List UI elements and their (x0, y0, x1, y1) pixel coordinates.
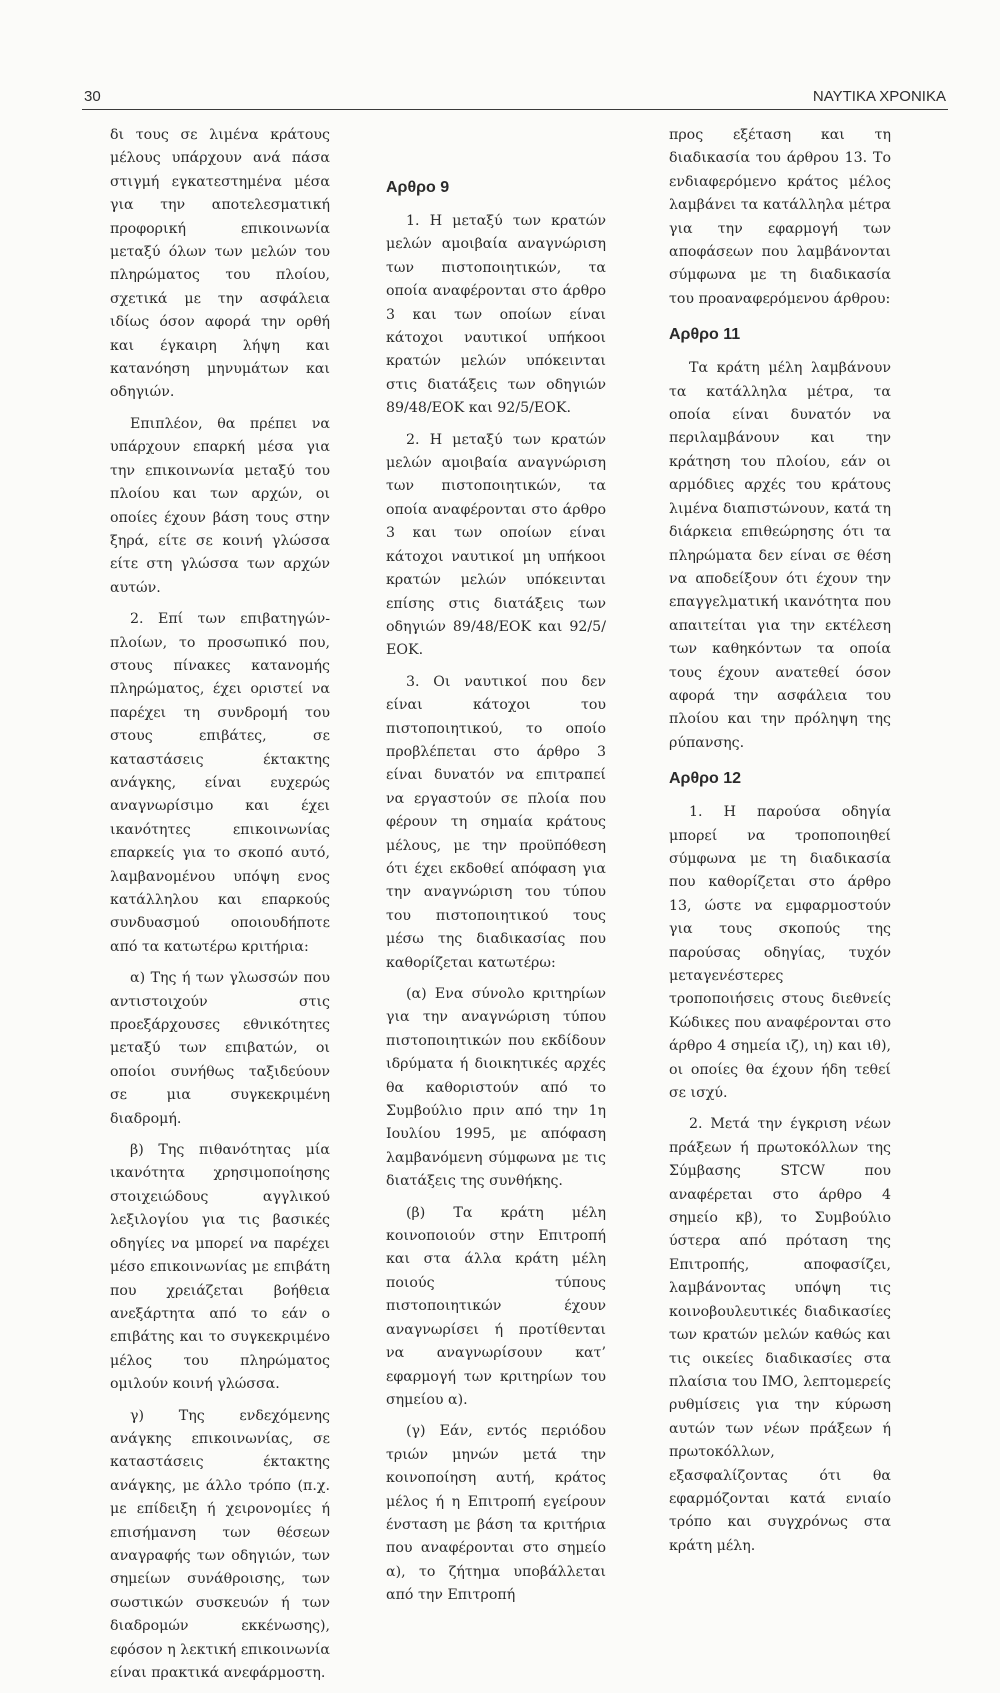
text-column-2 (386, 124, 606, 1616)
article-heading: Αρθρο 11 (669, 326, 741, 344)
paragraph: (β) Τα κράτη μέλη κοινοποιούν στην Επιτροπή και στα άλλα κράτη μέλη ποιούς τύπους πιστοποιητικών έχουν αναγνωρίσει ή προτίθενται να αναγνωρίσουν κατ’ εφαρμογή των κριτηρίων του σημείου α). (386, 1204, 606, 1408)
paragraph: 2. Επί των επιβατηγών-πλοίων, το προσωπικό που, στους πίνακες κατανομής πληρώματος, έχει οριστεί να παρέχει τη συνδρομή του στους επιβάτες, σε καταστάσεις έκτακτης ανάγκης, είναι ευχερώς αναγνωρίσιμο και έχει ικανότητες επικοινωνίας επαρκείς για το σκοπό αυτό, λαμβανομένου υπόψη ενος κατάλληλου και επαρκούς συνδυασμού οποιουδήποτε από τα κατωτέρω κριτήρια: (110, 611, 330, 955)
paragraph: Επιπλέον, θα πρέπει να υπάρχουν επαρκή μέσα για την επικοινωνία μεταξύ του πλοίου και των αρχών, οι οποίες έχουν βάση τους στην ξηρά, είτε σε κοινή γλώσσα είτε στη γλώσσα των αρχών αυτών. (110, 415, 330, 596)
running-head: ΝΑΥΤΙΚΑ ΧΡΟΝΙΚΑ (812, 88, 946, 105)
paragraph: 3. Οι ναυτικοί που δεν είναι κάτοχοι του πιστοποιητικού, το οποίο προβλέπεται στο άρθρο 3 είναι δυνατόν να επιτραπεί να εργαστούν σε πλοία που φέρουν τη σημαία κράτους μέλους, με την προϋπόθεση ότι έχει εκδοθεί απόφαση για την αναγνώριση του τύπου του πιστοποιητικού τους μέσω της διαδικασίας που καθορίζεται κατωτέρω: (386, 673, 606, 971)
paragraph: γ) Της ενδεχόμενης ανάγκης επικοινωνίας, σε καταστάσεις έκτακτης ανάγκης, με άλλο τρόπο (π.χ. με επίδειξη ή χειρονομίες ή επισήμανση των θέσεων αναγραφής των οδηγιών, των σημείων συνάθροισης, των σωστικών συσκευών ή των διαδρομών εκκένωσης), εφόσον η λεκτική επικοινωνία είναι πρακτικά ανεφάρμοστη. (110, 1407, 330, 1681)
paragraph: β) Της πιθανότητας μία ικανότητα χρησιμοποίησης στοιχειώδους αγγλικού λεξιλογίου για τις βασικές οδηγίες να μπορεί να παρέχει μέσο επικοινωνίας με επιβάτη που χρειάζεται βοήθεια ανεξάρτητα από το εάν ο επιβάτης και το συγκεκριμένο μέλος του πληρώματος ομιλούν κοινή γλώσσα. (110, 1142, 330, 1393)
paragraph: δι τους σε λιμένα κράτους μέλους υπάρχουν ανά πάσα στιγμή εγκατεστημένα μέσα για την αποτελεσματική προφορική επικοινωνία μεταξύ όλων των μελών του πληρώματος του πλοίου, σχετικά με την ασφάλεια ιδίως όσον αφορά την ορθή και έγκαιρη λήψη και κατανόηση μηνυμάτων και οδηγιών. (110, 127, 330, 401)
text-column-1 (110, 124, 330, 1693)
paragraph: (γ) Εάν, εντός περιόδου τριών μηνών μετά την κοινοποίηση αυτή, κράτος μέλος ή η Επιτροπή εγείρουν ένσταση με βάση τα κριτήρια που αναφέρονται στο σημείο α), το ζήτημα υποβάλλεται από την Επιτροπή (386, 1423, 606, 1604)
article-heading: Αρθρο 12 (669, 770, 742, 788)
page-number: 30 (84, 88, 101, 105)
paragraph: προς εξέταση και τη διαδικασία του άρθρου 13. Το ενδιαφερόμενο κράτος μέλος λαμβάνει τα κατάλληλα μέτρα για την εφαρμογή των αποφάσεων που λαμβάνονται σύμφωνα με τη διαδικασία του προαναφερόμενου άρθρου: (669, 127, 891, 307)
text-column-3 (669, 124, 891, 1566)
paragraph: (α) Ενα σύνολο κριτηρίων για την αναγνώριση τύπου πιστοποιητικών που εκδίδουν ιδρύματα ή διοικητικές αρχές θα καθοριστούν από το Συμβούλιο πριν από την 1η Ιουλίου 1995, με απόφαση λαμβανόμενη σύμφωνα με τις διατάξεις της συνθήκης. (386, 986, 606, 1190)
paragraph: 1. Η παρούσα οδηγία μπορεί να τροποποιηθεί σύμφωνα με τη διαδικασία που καθορίζεται στο άρθρο 13, ώστε να εμφαρμοστούν για τους σκοπούς της παρούσας οδηγίας, τυχόν μεταγενέστερες τροποποιήσεις στους διεθνείς Κώδικες που αναφέρονται στο άρθρο 4 σημεία ιζ), ιη) και ιθ), οι οποίες θα έχουν ήδη τεθεί σε ισχύ. (669, 804, 891, 1102)
paragraph: Τα κράτη μέλη λαμβάνουν τα κατάλληλα μέτρα, τα οποία είναι δυνατόν να περιλαμβάνουν και την κράτηση του πλοίου, εάν οι αρμόδιες αρχές του κράτους λιμένα διαπιστώνουν, κατά τη διάρκεια επιθεώρησης ότι τα πληρώματα δεν είναι σε θέση να αποδείξουν ότι έχουν την επαγγελματική ικανότητα που απαιτείται για την εκτέλεση των καθηκόντων τα οποία τους έχουν ανατεθεί όσον αφορά την ασφάλεια του πλοίου και την πρόληψη της ρύπανσης. (669, 360, 891, 751)
paragraph: 2. Μετά την έγκριση νέων πράξεων ή πρωτοκόλλων της Σύμβασης STCW που αναφέρεται στο άρθρο 4 σημείο κβ), το Συμβούλιο ύστερα από πρόταση της Επιτροπής, αποφασίζει, λαμβάνοντας υπόψη τις κοινοβουλευτικές διαδικασίες των κρατών μελών καθώς και τις οικείες διαδικασίες στα πλαίσια του ΙΜΟ, λεπτομερείς ρυθμίσεις για την κύρωση αυτών των νέων πράξεων ή πρωτοκόλλων, εξασφαλίζοντας ότι θα εφαρμόζονται κατά ενιαίο τρόπο και συγχρόνως στα κράτη μέλη. (669, 1116, 891, 1554)
header-rule (82, 109, 948, 110)
paragraph: 2. Η μεταξύ των κρατών μελών αμοιβαία αναγνώριση των πιστοποιητικών, τα οποία αναφέρονται στο άρθρο 3 και των οποίων είναι κάτοχοι ναυτικοί μη υπήκοοι κρατών μελών υπόκεινται επίσης στις διατάξεις των οδηγιών 89/48/ΕΟΚ και 92/5/ΕΟΚ. (386, 431, 606, 659)
paragraph: 1. Η μεταξύ των κρατών μελών αμοιβαία αναγνώριση των πιστοποιητικών, τα οποία αναφέρονται στο άρθρο 3 και των οποίων είναι κάτοχοι ναυτικοί υπήκοοι κρατών μελών υπόκεινται στις διατάξεις των οδηγιών 89/48/ΕΟΚ και 92/5/ΕΟΚ. (386, 213, 606, 417)
paragraph: α) Της ή των γλωσσών που αντιστοιχούν στις προεξάρχουσες εθνικότητες μεταξύ των επιβατών, οι οποίοι συνήθως ταξιδεύουν σε μια συγκεκριμένη διαδρομή. (110, 970, 330, 1127)
article-heading: Αρθρο 9 (386, 179, 450, 196)
